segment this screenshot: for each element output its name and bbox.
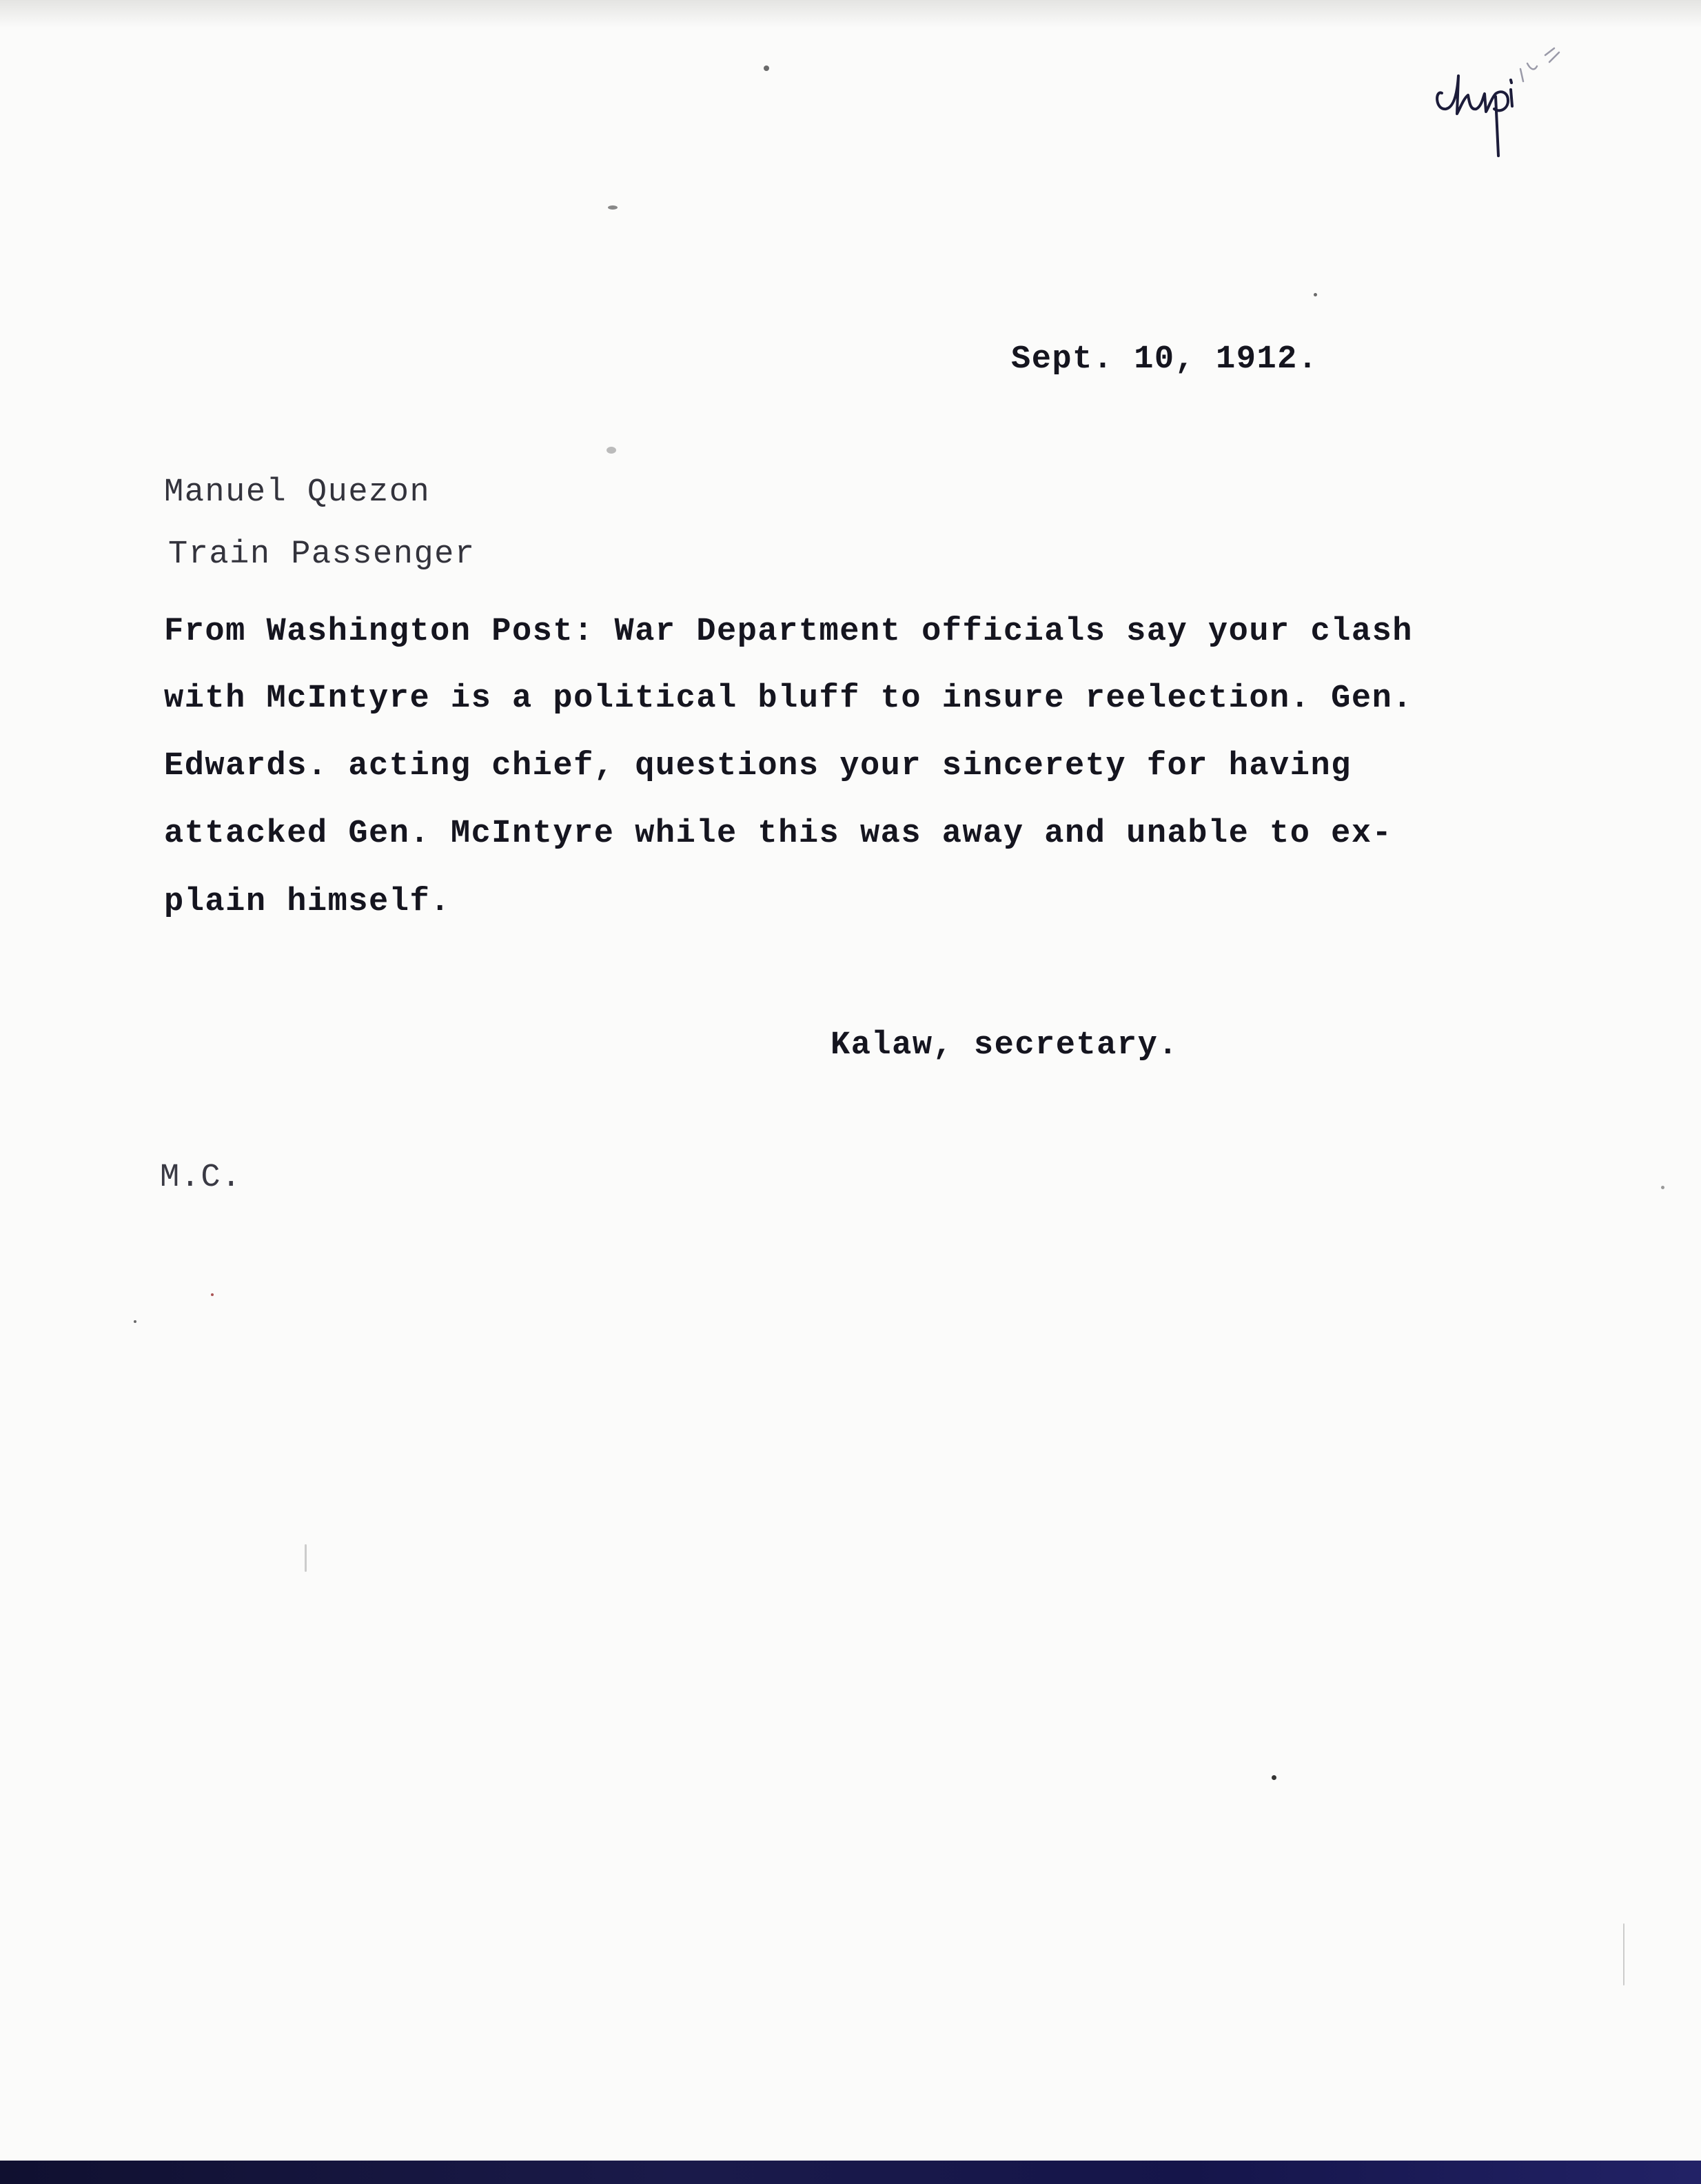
body-line: From Washington Post: War Department officials say your clash — [164, 614, 1413, 650]
body-line: Edwards. acting chief, questions your sincerety for having — [164, 748, 1352, 785]
scan-speck — [1314, 293, 1317, 296]
scan-speck — [607, 447, 616, 454]
scan-speck — [1661, 1186, 1664, 1189]
scan-speck — [764, 65, 769, 71]
body-line: plain himself. — [164, 884, 451, 920]
recipient-role: Train Passenger — [168, 536, 476, 573]
typist-initials: M.C. — [160, 1160, 242, 1196]
body-line: with McIntyre is a political bluff to insure reelection. Gen. — [164, 680, 1413, 717]
letter-date: Sept. 10, 1912. — [1011, 341, 1318, 378]
scan-speck — [1272, 1775, 1276, 1780]
recipient-name: Manuel Quezon — [164, 474, 431, 511]
body-line: attacked Gen. McIntyre while this was away and unable to ex- — [164, 816, 1393, 852]
handwritten-annotation — [1434, 21, 1599, 165]
signature-line: Kalaw, secretary. — [831, 1027, 1179, 1064]
scan-bottom-edge — [0, 2161, 1701, 2184]
scan-speck — [211, 1293, 214, 1296]
scan-speck — [608, 205, 618, 210]
scan-speck — [134, 1320, 136, 1323]
scan-speck — [1623, 1923, 1624, 1985]
scan-speck — [305, 1544, 307, 1572]
